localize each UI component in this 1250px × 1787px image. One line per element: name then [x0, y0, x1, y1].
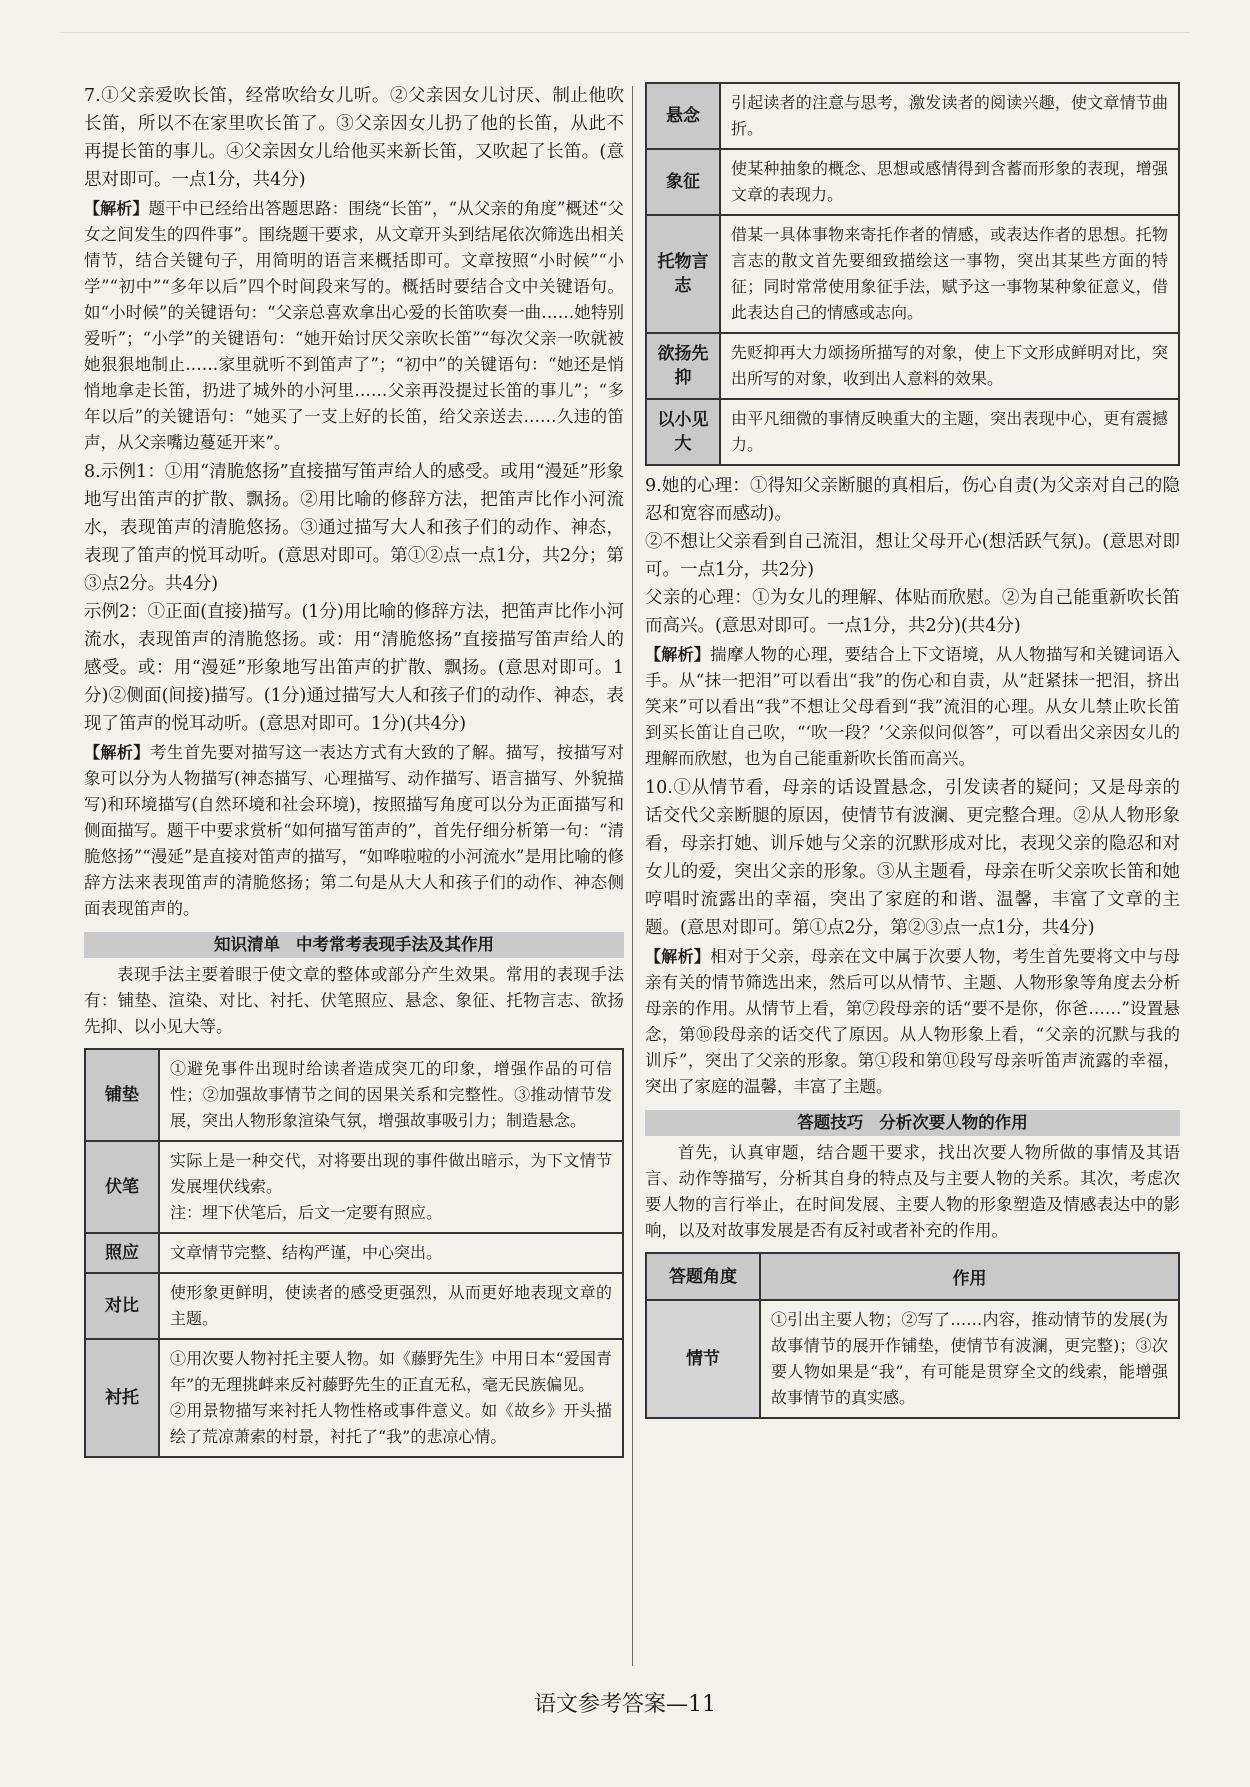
- tips-header: [645, 1110, 1180, 1136]
- knowledge-title: 中考常考表现手法及其作用: [296, 935, 494, 954]
- answer-q9-father: 父亲的心理：①为女儿的理解、体贴而欣慰。②为自己能重新吹长笛而高兴。(意思对即可。一点1分，共2分)(共4分): [645, 588, 1180, 636]
- table-row: [646, 399, 1179, 465]
- technique-effect: 使某种抽象的概念、思想或感情得到含蓄而形象的表现，增强文章的表现力。: [720, 149, 1179, 215]
- analysis-text: 考生首先要对描写这一表达方式有大致的了解。描写，按描写对象可以分为人物描写(神态描写、心理描写、动作描写、语言描写、外貌描写)和环境描写(自然环境和社会环境)，按照描写角度可以分为正面描写和侧面描写。题干中要求赏析“如何描写笛声的”，首先仔细分析第一句：“清脆悠扬”“漫延”是直接对笛声的描写，“如哗啦啦的小河流水”是用比喻的修辞方法来表现笛声的清脆悠扬；第二句是从大人和孩子们的动作、神态侧面表现笛声的。: [84, 743, 624, 918]
- techniques-table-left: [84, 1048, 624, 1458]
- technique-name: 衬托: [85, 1339, 159, 1457]
- techniques-table-right: [645, 82, 1180, 466]
- analysis-tag: 【解析】: [84, 743, 150, 762]
- answer-q10: 10.①从情节看，母亲的话设置悬念，引发读者的疑问；又是母亲的话交代父亲断腿的原因，使情节有波澜、更完整合理。②从人物形象看，母亲打她、训斥她与父亲的沉默形成对比，表现父亲的隐忍和对女儿的爱，突出父亲的形象。③从主题看，母亲在听父亲吹长笛和她哼唱时流露出的幸福，突出了家庭的和谐、温馨，丰富了文章的主题。(意思对即可。第①点2分，第②③点一点1分，共4分): [645, 778, 1180, 938]
- technique-name: 照应: [85, 1233, 159, 1273]
- answer-q8-example2: 示例2：①正面(直接)描写。(1分)用比喻的修辞方法，把笛声比作小河流水，表现笛声的清脆悠扬。或：用“清脆悠扬”直接描写笛声给人的感受。或：用“漫延”形象地写出笛声的扩散、飘扬。(意思对即可。1分)②侧面(间接)描写。(1分)通过描写大人和孩子们的动作、神态，表现了笛声的悦耳动听。(意思对即可。1分)(共4分): [84, 602, 624, 734]
- technique-effect: ①避免事件出现时给读者造成突兀的印象，增强作品的可信性；②加强故事情节之间的因果关系和完整性。③推动情节发展，突出人物形象渲染气氛，增强故事吸引力；制造悬念。: [159, 1049, 623, 1141]
- technique-name: 铺垫: [85, 1049, 159, 1141]
- answer-q8-example1: 8.示例1：①用“清脆悠扬”直接描写笛声给人的感受。或用“漫延”形象地写出笛声的扩散、飘扬。②用比喻的修辞方法，把笛声比作小河流水，表现笛声的清脆悠扬。③通过描写大人和孩子们的动作、神态，表现了笛声的悦耳动听。(意思对即可。第①②点一点1分，共2分；第③点2分。共4分): [84, 462, 624, 594]
- technique-effect: ①用次要人物衬托主要人物。如《藤野先生》中用日本“爱国青年”的无理挑衅来反衬藤野先生的正直无私，毫无民族偏见。 ②用景物描写来衬托人物性格或事件意义。如《故乡》开头描绘了荒凉萧索的村景，衬托了“我”的悲凉心情。: [159, 1339, 623, 1457]
- table-row: [85, 1273, 623, 1339]
- column-header-effect: 作用: [760, 1253, 1179, 1300]
- column-header-angle: 答题角度: [646, 1253, 760, 1300]
- tips-intro: 首先，认真审题，结合题干要求，找出次要人物所做的事情及其语言、动作等描写，分析其自身的特点及与主要人物的关系。其次，考虑次要人物的言行举止，在时间发展、主要人物的形象塑造及情感表达中的影响，以及对故事发展是否有反衬或者补充的作用。: [645, 1143, 1180, 1240]
- top-rule: [60, 32, 1190, 33]
- technique-name: 欲扬先抑: [646, 333, 720, 399]
- table-row: [646, 1300, 1179, 1418]
- analysis-q8: [84, 740, 624, 922]
- tips-label: 答题技巧: [797, 1113, 864, 1132]
- column-divider: [632, 86, 633, 1666]
- angle-name: 情节: [646, 1300, 760, 1418]
- answer-q7: 7.①父亲爱吹长笛，经常吹给女儿听。②父亲因女儿讨厌、制止他吹长笛，所以不在家里吹长笛了。③父亲因女儿扔了他的长笛，从此不再提长笛的事儿。④父亲因女儿给他买来新长笛，又吹起了长笛。(意思对即可。一点1分，共4分): [84, 86, 624, 190]
- analysis-q7: [84, 196, 624, 456]
- table-row: [85, 1141, 623, 1233]
- analysis-text: 相对于父亲，母亲在文中属于次要人物，考生首先要将文中与母亲有关的情节筛选出来，然后可以从情节、主题、人物形象等角度去分析母亲的作用。从情节上看，第⑦段母亲的话“要不是你，你爸……”设置悬念，第⑩段母亲的话交代了原因。从人物形象上看，“父亲的沉默与我的训斥”，突出了父亲的形象。第①段和第⑪段写母亲听笛声流露的幸福，突出了家庭的温馨，丰富了主题。: [645, 947, 1180, 1096]
- technique-effect: 文章情节完整、结构严谨，中心突出。: [159, 1233, 623, 1273]
- technique-name: 象征: [646, 149, 720, 215]
- technique-effect: 使形象更鲜明，使读者的感受更强烈，从而更好地表现文章的主题。: [159, 1273, 623, 1339]
- table-row: [646, 83, 1179, 149]
- table-row: [646, 215, 1179, 333]
- knowledge-intro: 表现手法主要着眼于使文章的整体或部分产生效果。常用的表现手法有：铺垫、渲染、对比、衬托、伏笔照应、悬念、象征、托物言志、欲扬先抑、以小见大等。: [84, 965, 624, 1036]
- left-column: [84, 82, 624, 1458]
- technique-effect: 先贬抑再大力颂扬所描写的对象，使上下文形成鲜明对比，突出所写的对象，收到出人意料的效果。: [720, 333, 1179, 399]
- technique-name: 对比: [85, 1273, 159, 1339]
- table-row: [646, 333, 1179, 399]
- page-footer: 语文参考答案—11: [534, 1692, 716, 1717]
- table-header-row: [646, 1253, 1179, 1300]
- table-row: [85, 1233, 623, 1273]
- technique-effect: 借某一具体事物来寄托作者的情感，或表达作者的思想。托物言志的散文首先要细致描绘这一事物，突出其某些方面的特征；同时常常使用象征手法，赋予这一事物某种象征意义，借此表达自己的情感或志向。: [720, 215, 1179, 333]
- right-column: [645, 82, 1180, 1419]
- angle-effect: ①引出主要人物；②写了……内容，推动情节的发展(为故事情节的展开作铺垫，使情节有波澜，更完整)；③次要人物如果是“我”，有可能是贯穿全文的线索，能增强故事情节的真实感。: [760, 1300, 1179, 1418]
- technique-name: 悬念: [646, 83, 720, 149]
- technique-effect: 由平凡细微的事情反映重大的主题，突出表现中心，更有震撼力。: [720, 399, 1179, 465]
- technique-name: 托物言志: [646, 215, 720, 333]
- analysis-q10: [645, 944, 1180, 1100]
- analysis-tag: 【解析】: [84, 199, 149, 218]
- knowledge-label: 知识清单: [214, 935, 280, 954]
- analysis-text: 题干中已经给出答题思路：围绕“长笛”，“从父亲的角度”概述“父女之间发生的四件事”。围绕题干要求，从文章开头到结尾依次筛选出相关情节，结合关键句子，用简明的语言来概括即可。文章按照“小时候”“小学”“初中”“多年以后”四个时间段来写的。概括时要结合文中关键语句。如“小时候”的关键语句：“父亲总喜欢拿出心爱的长笛吹奏一曲……她特别爱听”；“小学”的关键语句：“她开始讨厌父亲吹长笛”“每次父亲一吹就被她狠狠地制止……家里就听不到笛声了”；“初中”的关键语句：“她还是悄悄地拿走长笛，扔进了城外的小河里……父亲再没提过长笛的事儿”；“多年以后”的关键语句：“她买了一支上好的长笛，给父亲送去……久违的笛声，从父亲嘴边蔓延开来”。: [84, 199, 624, 452]
- tips-table: [645, 1252, 1180, 1419]
- analysis-tag: 【解析】: [645, 947, 711, 966]
- table-row: [85, 1049, 623, 1141]
- analysis-q9: [645, 642, 1180, 772]
- answer-q9-her-2: ②不想让父亲看到自己流泪，想让父母开心(想活跃气氛)。(意思对即可。一点1分，共2分): [645, 532, 1180, 580]
- technique-name: 伏笔: [85, 1141, 159, 1233]
- answer-q9-her: 9.她的心理：①得知父亲断腿的真相后，伤心自责(为父亲对自己的隐忍和宽容而感动)。: [645, 476, 1180, 524]
- table-row: [85, 1339, 623, 1457]
- analysis-tag: 【解析】: [645, 645, 711, 664]
- technique-name: 以小见大: [646, 399, 720, 465]
- analysis-text: 揣摩人物的心理，要结合上下文语境，从人物描写和关键词语入手。从“抹一把泪”可以看出“我”的伤心和自责，从“赶紧抹一把泪，挤出笑来”可以看出“我”不想让父母看到“我”流泪的心理。从女儿禁止吹长笛到买长笛让自己吹，“‘吹一段？’父亲似问似答”，可以看出父亲因女儿的理解而欣慰，也为自己能重新吹长笛而高兴。: [645, 645, 1180, 768]
- technique-effect: 实际上是一种交代，对将要出现的事件做出暗示，为下文情节发展埋伏线索。 注：埋下伏笔后，后文一定要有照应。: [159, 1141, 623, 1233]
- tips-title: 分析次要人物的作用: [879, 1113, 1028, 1132]
- table-row: [646, 149, 1179, 215]
- technique-effect: 引起读者的注意与思考，激发读者的阅读兴趣，使文章情节曲折。: [720, 83, 1179, 149]
- knowledge-header: [84, 932, 624, 958]
